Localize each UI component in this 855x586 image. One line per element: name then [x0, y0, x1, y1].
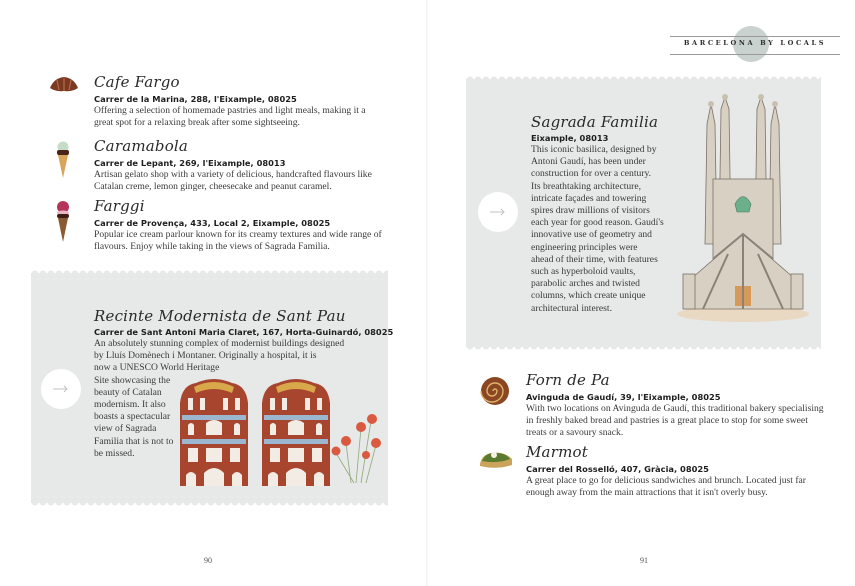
desc-line: engineering principles were	[531, 241, 638, 253]
page-number-left: 90	[204, 556, 212, 565]
entry-cafe-fargo	[46, 72, 396, 132]
entry-marmot	[478, 444, 828, 504]
feature-description	[531, 144, 671, 315]
desc-line: innovative use of geometry and	[531, 229, 652, 241]
desc-line: columns, which create unique	[531, 290, 646, 302]
feature-address: Carrer de Sant Antoni Maria Claret, 167, Horta-Guinardó, 08025	[94, 327, 394, 337]
desc-line: parabolic arches and twisted	[531, 278, 640, 290]
entry-address: Carrer del Rosselló, 407, Gràcia, 08025	[526, 464, 709, 474]
entry-caramabola	[46, 136, 396, 196]
book-title: BARCELONA BY LOCALS	[683, 39, 827, 47]
feature-panel-sant-pau	[31, 273, 394, 503]
desc-line: An absolutely stunning complex of modernist buildings designed	[94, 338, 345, 349]
desc-line: by Lluís Domènech i Montaner. Originally a hospital, it is	[94, 350, 317, 362]
arrow-right-icon	[53, 385, 69, 393]
desc-line: be missed.	[94, 447, 135, 459]
book-header	[670, 30, 840, 60]
desc-line: boasts a spectacular	[94, 411, 171, 423]
page-number-right: 91	[640, 556, 648, 565]
avocado-toast-icon	[478, 448, 514, 474]
book-gutter	[426, 0, 428, 586]
desc-line: ahead of their time, with features	[531, 253, 658, 265]
desc-line: intricate façades and towering	[531, 192, 647, 204]
desc-line: Antoni Gaudí, has been under	[531, 156, 646, 168]
entry-title: Farggi	[94, 197, 145, 215]
entry-description: With two locations on Avinguda de Gaudí, this traditional bakery specialising in freshly baked bread and pastries is a great place to stop for some sweet treats or a savoury snack.	[526, 403, 824, 439]
scallop-edge	[31, 269, 388, 274]
desc-line: This iconic basilica, designed by	[531, 144, 657, 155]
entry-forn-de-pa	[478, 372, 828, 438]
header-rule-bottom	[670, 54, 840, 55]
feature-panel-sagrada-familia	[466, 79, 821, 347]
scallop-edge	[466, 346, 821, 351]
entry-title: Marmot	[526, 443, 588, 461]
desc-line: beauty of Catalan	[94, 386, 162, 398]
entry-title: Cafe Fargo	[94, 73, 180, 91]
desc-line: now a UNESCO World Heritage	[94, 362, 220, 374]
scallop-edge	[466, 75, 821, 80]
entry-description: Artisan gelato shop with a variety of delicious, handcrafted flavours like Catalan creme, lemon ginger, cheesecake and peanut caramel.	[94, 169, 372, 193]
header-rule-top	[670, 36, 840, 37]
entry-address: Carrer de la Marina, 288, l'Eixample, 08025	[94, 94, 297, 104]
feature-title: Recinte Modernista de Sant Pau	[94, 307, 346, 325]
entry-address: Avinguda de Gaudí, 39, l'Eixample, 08025	[526, 392, 721, 402]
arrow-right-icon	[490, 208, 506, 216]
sant-pau-buildings-illustration	[176, 373, 386, 488]
scallop-edge	[31, 502, 388, 507]
entry-title: Forn de Pa	[526, 371, 610, 389]
sagrada-familia-illustration	[673, 94, 813, 324]
croissant-icon	[48, 76, 80, 98]
entry-address: Carrer de Lepant, 269, l'Eixample, 08013	[94, 158, 286, 168]
feature-title: Sagrada Familia	[531, 113, 659, 131]
desc-line: architectural interest.	[531, 302, 612, 314]
entry-title: Caramabola	[94, 137, 189, 155]
entry-description: Popular ice cream parlour known for its creamy textures and wide range of flavours. Enjoy while taking in the views of Sagrada Familia.	[94, 229, 382, 253]
entry-address: Carrer de Provença, 433, Local 2, Eixample, 08025	[94, 218, 331, 228]
entry-description: Offering a selection of homemade pastries and light meals, making it a great spot for a relaxing break after some sightseeing.	[94, 105, 366, 129]
next-arrow-button[interactable]	[478, 192, 518, 232]
desc-line: construction for over a century.	[531, 168, 652, 180]
cinnamon-roll-icon	[480, 376, 510, 410]
next-arrow-button[interactable]	[41, 369, 81, 409]
entry-description: A great place to go for delicious sandwiches and brunch. Located just far enough away from the main attractions that it isn't overly busy.	[526, 475, 806, 499]
desc-line: modernism. It also	[94, 399, 166, 411]
feature-address: Eixample, 08013	[531, 133, 609, 143]
desc-line: each year for good reason. Gaudí's	[531, 217, 664, 229]
desc-line: view of Sagrada	[94, 423, 157, 435]
desc-line: Its breathtaking architecture,	[531, 180, 642, 192]
desc-line: such as hyperboloid vaults,	[531, 266, 636, 278]
desc-line: Familia that is not to	[94, 435, 174, 447]
ice-cream-cone-mint-icon	[56, 140, 70, 184]
entry-farggi	[46, 196, 396, 256]
desc-line: spires draw millions of visitors	[531, 205, 650, 217]
desc-line: Site showcasing the	[94, 374, 171, 386]
ice-cream-cone-berry-icon	[56, 200, 70, 248]
